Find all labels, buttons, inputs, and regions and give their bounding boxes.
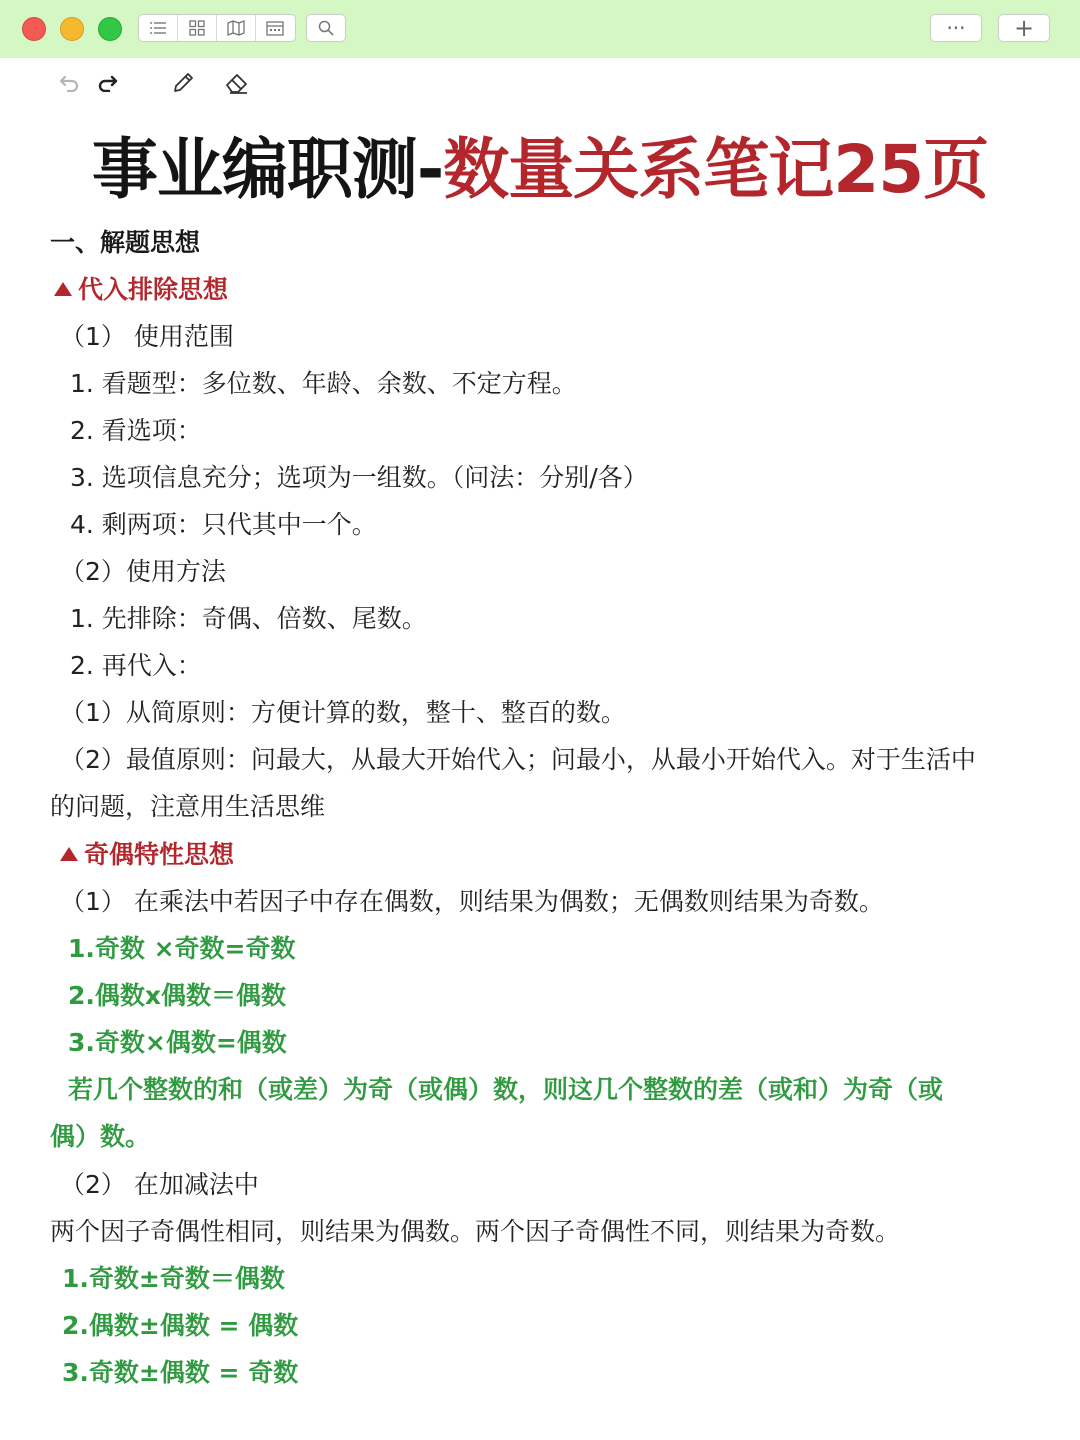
pen-tool-button[interactable] [168, 68, 198, 98]
grid-view-button[interactable] [178, 15, 217, 41]
subheading-text: 代入排除思想 [78, 275, 229, 304]
redo-button[interactable] [92, 68, 122, 98]
text-line: （2） 在加减法中 [60, 1170, 259, 1199]
text-line: （2）使用方法 [60, 557, 226, 586]
calendar-icon [266, 20, 284, 36]
map-view-button[interactable] [217, 15, 256, 41]
subheading-substitution [54, 273, 228, 307]
text-line: （1）从简原则：方便计算的数，整十、整百的数。 [60, 698, 626, 727]
text-line: （1） 在乘法中若因子中存在偶数，则结果为偶数；无偶数则结果为奇数。 [60, 887, 884, 916]
title-bar [0, 0, 1080, 58]
grid-icon [189, 20, 205, 36]
edit-toolbar [0, 66, 1080, 102]
text-line: （2）最值原则：问最大，从最大开始代入；问最小，从最小开始代入。对于生活中 [60, 745, 976, 774]
triangle-icon [60, 847, 78, 861]
plus-icon: + [1013, 14, 1035, 42]
view-mode-segmented-control [138, 14, 296, 42]
undo-icon [59, 74, 81, 92]
title-part-black: 事业编职测- [91, 131, 444, 208]
eraser-tool-button[interactable] [222, 68, 252, 98]
green-rule: 2.偶数x偶数＝偶数 [68, 981, 287, 1010]
list-icon [149, 21, 167, 35]
more-icon: ··· [946, 16, 966, 40]
minimize-window-button[interactable] [60, 17, 84, 41]
text-line: （1） 使用范围 [60, 322, 234, 351]
close-window-button[interactable] [22, 17, 46, 41]
text-line: 的问题，注意用生活思维 [50, 792, 326, 821]
eraser-icon [224, 71, 250, 95]
text-line: 1. 先排除：奇偶、倍数、尾数。 [70, 604, 427, 633]
triangle-icon [54, 282, 72, 296]
search-button[interactable] [306, 14, 346, 42]
calendar-view-button[interactable] [256, 15, 294, 41]
text-line: 两个因子奇偶性相同，则结果为偶数。两个因子奇偶性不同，则结果为奇数。 [50, 1217, 901, 1246]
redo-icon [96, 74, 118, 92]
green-rule: 1.奇数 ×奇数=奇数 [68, 934, 296, 963]
text-line: 2. 看选项： [70, 416, 202, 445]
undo-button[interactable] [55, 68, 85, 98]
search-icon [318, 20, 334, 36]
section-heading: 一、解题思想 [50, 228, 201, 257]
subheading-parity [60, 838, 234, 872]
green-rule: 3.奇数±偶数 = 奇数 [62, 1358, 299, 1387]
more-button[interactable] [930, 14, 982, 42]
pencil-icon [171, 71, 195, 95]
map-icon [227, 20, 245, 36]
green-rule: 3.奇数×偶数=偶数 [68, 1028, 287, 1057]
text-line: 2. 再代入： [70, 651, 202, 680]
text-line: 4. 剩两项：只代其中一个。 [70, 510, 377, 539]
zoom-window-button[interactable] [98, 17, 122, 41]
title-part-red: 数量关系笔记25页 [443, 131, 989, 208]
green-rule: 偶）数。 [50, 1122, 151, 1151]
page-title [0, 128, 1080, 212]
text-line: 1. 看题型：多位数、年龄、余数、不定方程。 [70, 369, 577, 398]
list-view-button[interactable] [139, 15, 178, 41]
green-rule: 1.奇数±奇数＝偶数 [62, 1264, 285, 1293]
subheading-text: 奇偶特性思想 [84, 840, 235, 869]
green-rule: 若几个整数的和（或差）为奇（或偶）数，则这几个整数的差（或和）为奇（或 [68, 1075, 944, 1104]
text-line: 3. 选项信息充分；选项为一组数。（问法：分别/各） [70, 463, 648, 492]
add-button[interactable] [998, 14, 1050, 42]
green-rule: 2.偶数±偶数 = 偶数 [62, 1311, 299, 1340]
